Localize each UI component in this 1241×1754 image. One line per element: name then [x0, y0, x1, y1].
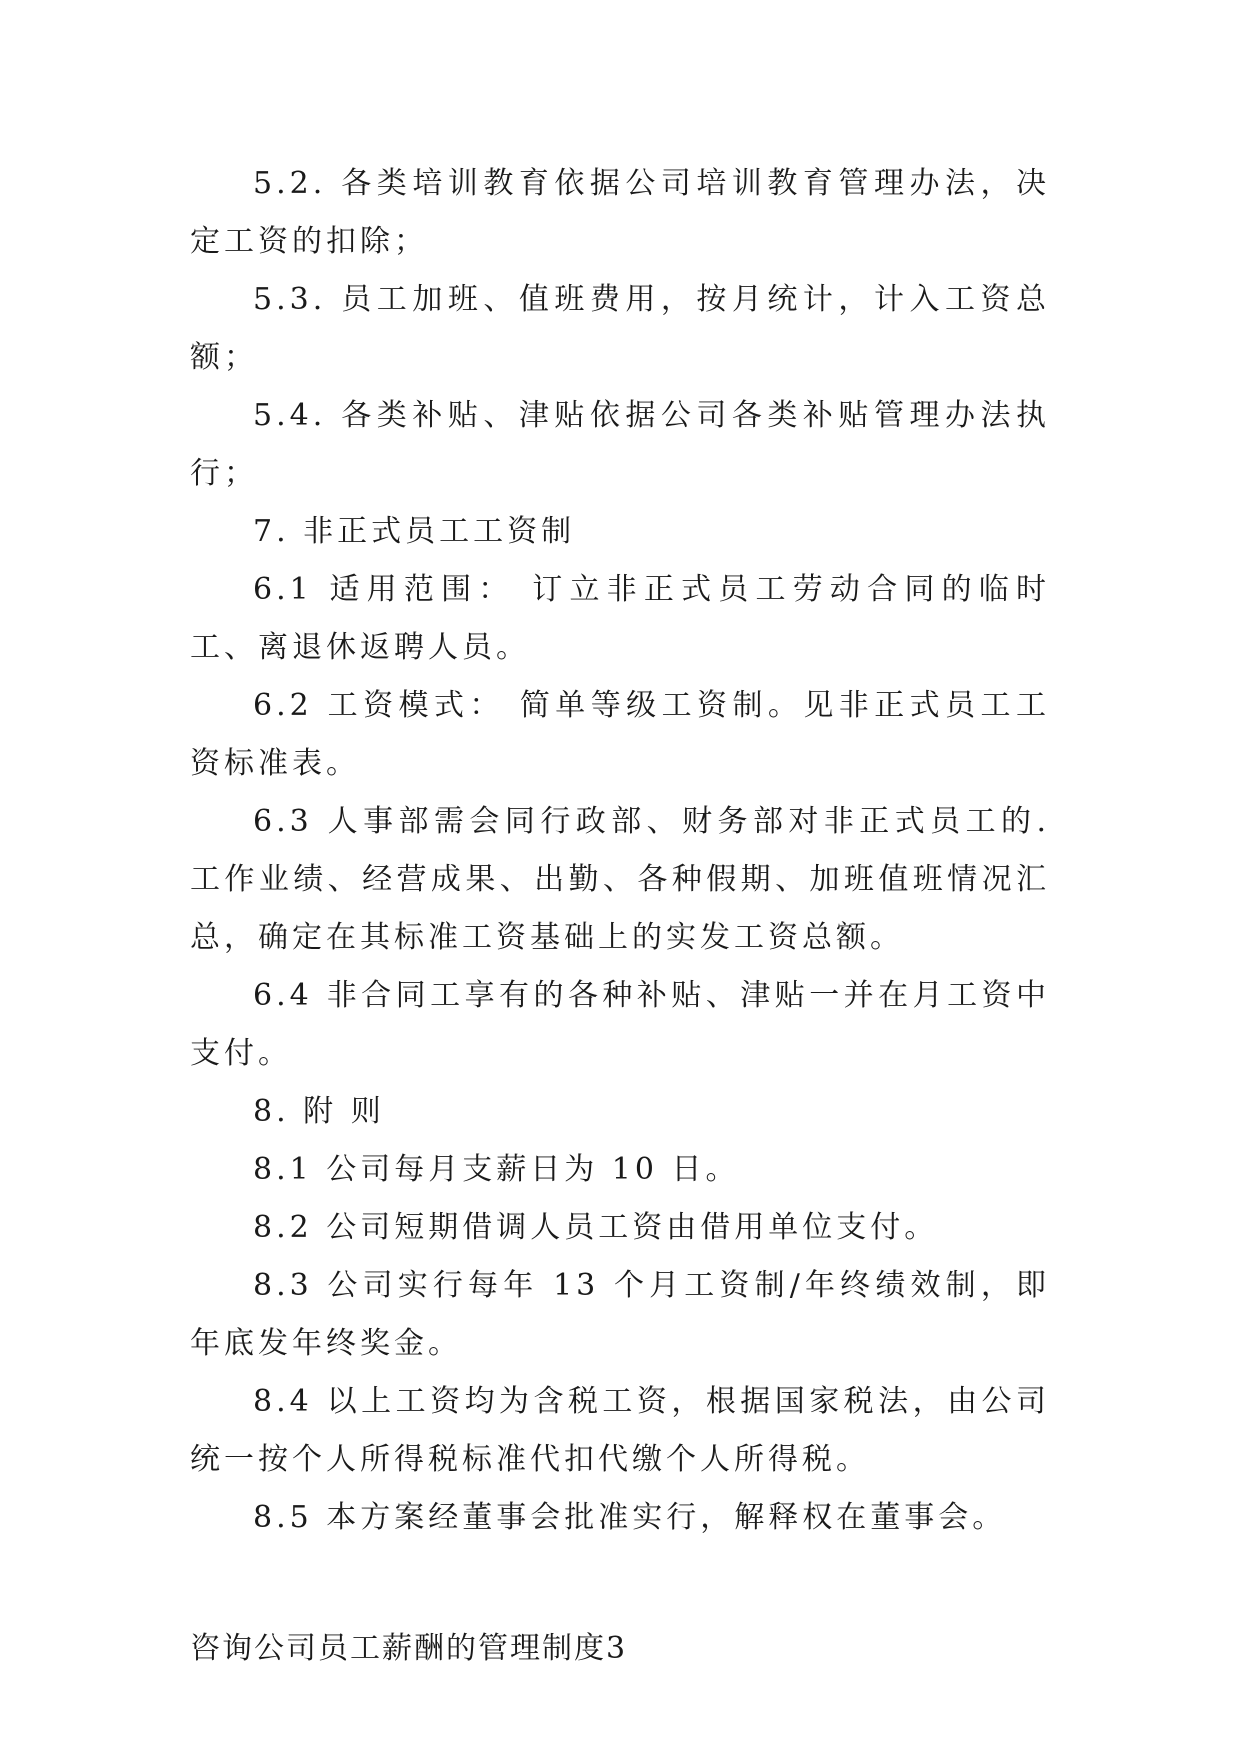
paragraph-6-4: 6.4 非合同工享有的各种补贴、津贴一并在月工资中支付。: [190, 978, 1050, 1071]
next-document-title: 咨询公司员工薪酬的管理制度3: [190, 1631, 628, 1666]
paragraph-5-4: 5.4. 各类补贴、津贴依据公司各类补贴管理办法执行；: [190, 398, 1050, 491]
document-body: [190, 155, 1050, 1678]
paragraph-6-2: 6.2 工资模式： 简单等级工资制。见非正式员工工资标准表。: [190, 688, 1050, 781]
section-heading-8: 8. 附 则: [253, 1094, 385, 1129]
paragraph-6-1: 6.1 适用范围： 订立非正式员工劳动合同的临时工、离退休返聘人员。: [190, 572, 1050, 665]
paragraph-8-4: 8.4 以上工资均为含税工资，根据国家税法，由公司统一按个人所得税标准代扣代缴个人所得税。: [190, 1384, 1050, 1477]
paragraph-5-2: 5.2. 各类培训教育依据公司培训教育管理办法，决定工资的扣除；: [190, 166, 1050, 259]
paragraph-8-1: 8.1 公司每月支薪日为 10 日。: [253, 1152, 740, 1187]
paragraph-6-3: 6.3 人事部需会同行政部、财务部对非正式员工的.工作业绩、经营成果、出勤、各种假期、加班值班情况汇总，确定在其标准工资基础上的实发工资总额。: [190, 804, 1050, 955]
paragraph-8-5: 8.5 本方案经董事会批准实行，解释权在董事会。: [253, 1500, 1007, 1535]
paragraph-8-2: 8.2 公司短期借调人员工资由借用单位支付。: [253, 1210, 939, 1245]
section-heading-7: 7. 非正式员工工资制: [253, 514, 576, 549]
paragraph-8-3: 8.3 公司实行每年 13 个月工资制/年终绩效制，即年底发年终奖金。: [190, 1268, 1050, 1361]
paragraph-5-3: 5.3. 员工加班、值班费用，按月统计，计入工资总额；: [190, 282, 1050, 375]
